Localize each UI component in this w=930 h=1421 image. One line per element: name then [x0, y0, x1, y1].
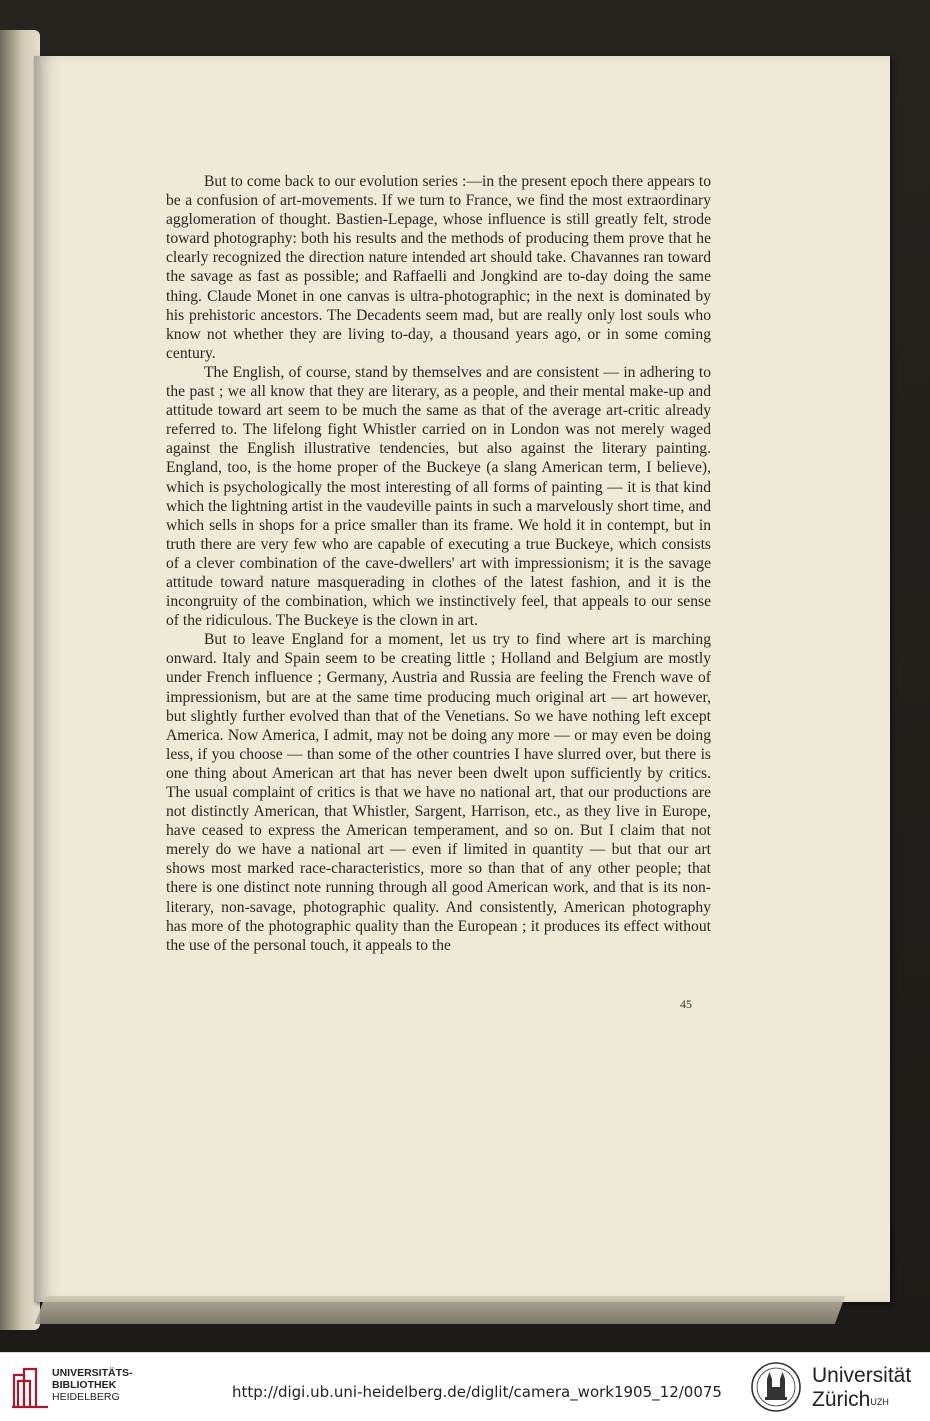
ub-heidelberg-name[interactable]: [52, 1367, 133, 1403]
paragraph-3: But to leave England for a moment, let us try to find where art is marching onward. Italy and Spain seem to be creating little ; Holland and Belgium are mostly under French influence ; Germany, Austria and Russia are feeling the French wave of impressionism, but are at the same time producing much original art — art however, but slightly further evolved than that of the Venetians. So we have nothing left except America. Now America, I admit, may not be doing any more — or may even be doing less, if you choose — than some of the other countries I have slurred over, but there is one thing about American art that has never been dwelt upon sufficiently by critics. The usual complaint of critics is that we have no national art, that our productions are not distinctly American, that Whistler, Sargent, Harrison, etc., as they live in Europe, have ceased to express the American temperament, and so on. But I claim that not merely do we have a national art — even if limited in quantity — but that our art shows most marked race-characteristics, more so than that of any other people; that there is one distinct note running through all good American work, and that is its non-literary, non-savage, photographic quality. And consistently, American photography has more of the photographic quality than the European ; it produces its effect without the use of the personal touch, it appeals to the: [166, 631, 711, 954]
page-number: 45: [680, 997, 692, 1011]
ub-name-line3: HEIDELBERG: [52, 1391, 120, 1403]
body-text: [166, 172, 711, 955]
permalink-url[interactable]: http://digi.ub.uni-heidelberg.de/diglit/camera_work1905_12/0075: [232, 1383, 722, 1401]
uzh-name[interactable]: [812, 1364, 911, 1412]
uzh-seal-icon[interactable]: [750, 1361, 802, 1413]
page-stack-edge: [35, 1296, 845, 1324]
ub-heidelberg-logo-icon[interactable]: [10, 1365, 50, 1409]
uzh-superscript: UZH: [870, 1397, 889, 1407]
ub-name-line1: UNIVERSITÄTS-: [52, 1367, 133, 1379]
uzh-name-line1: Universität: [812, 1364, 912, 1387]
ub-name-line2: BIBLIOTHEK: [52, 1379, 117, 1391]
uzh-name-line2: Zürich: [812, 1388, 871, 1411]
paragraph-2: The English, of course, stand by themselves and are consistent — in adhering to the past ; we all know that they are literary, as a people, and their mental make-up and attitude toward art seem to be much the same as that of the average art-critic already referred to. The lifelong fight Whistler carried on in London was not merely waged against the English illustrative tendencies, but also against the literary painting. England, too, is the home proper of the Buckeye (a slang American term, I believe), which is psychologically the most interesting of all forms of painting — it is that kind which the lightning artist in the vaudeville paints in such a marvelously short time, and which sells in shops for a price smaller than its frame. We hold it in contempt, but in truth there are very few who are capable of executing a true Buckeye, which consists of a clever combination of the cave-dwellers' art with impressionism; it is the savage attitude toward nature masquerading in clothes of the latest fashion, and it is the incongruity of the combination, which we instinctively feel, that appeals to our sense of the ridiculous. The Buckeye is the clown in art.: [166, 363, 711, 630]
paragraph-1: But to come back to our evolution series :—in the present epoch there appears to be a confusion of art-movements. If we turn to France, we find the most extraordinary agglomeration of thought. Bastien-Lepage, whose influence is still greatly felt, strode toward photography: both his results and the methods of producing them prove that he clearly recognized the direction nature intended art should take. Chavannes ran toward the savage as fast as possible; and Raffaelli and Jongkind are to-day doing the same thing. Claude Monet in one canvas is ultra-photographic; in the next is dominated by his prehistoric ancestors. The Decadents seem mad, but are really only lost souls who know not whether they are living to-day, a thousand years ago, or in some coming century.: [166, 173, 711, 362]
footer-bar: [0, 1352, 930, 1421]
